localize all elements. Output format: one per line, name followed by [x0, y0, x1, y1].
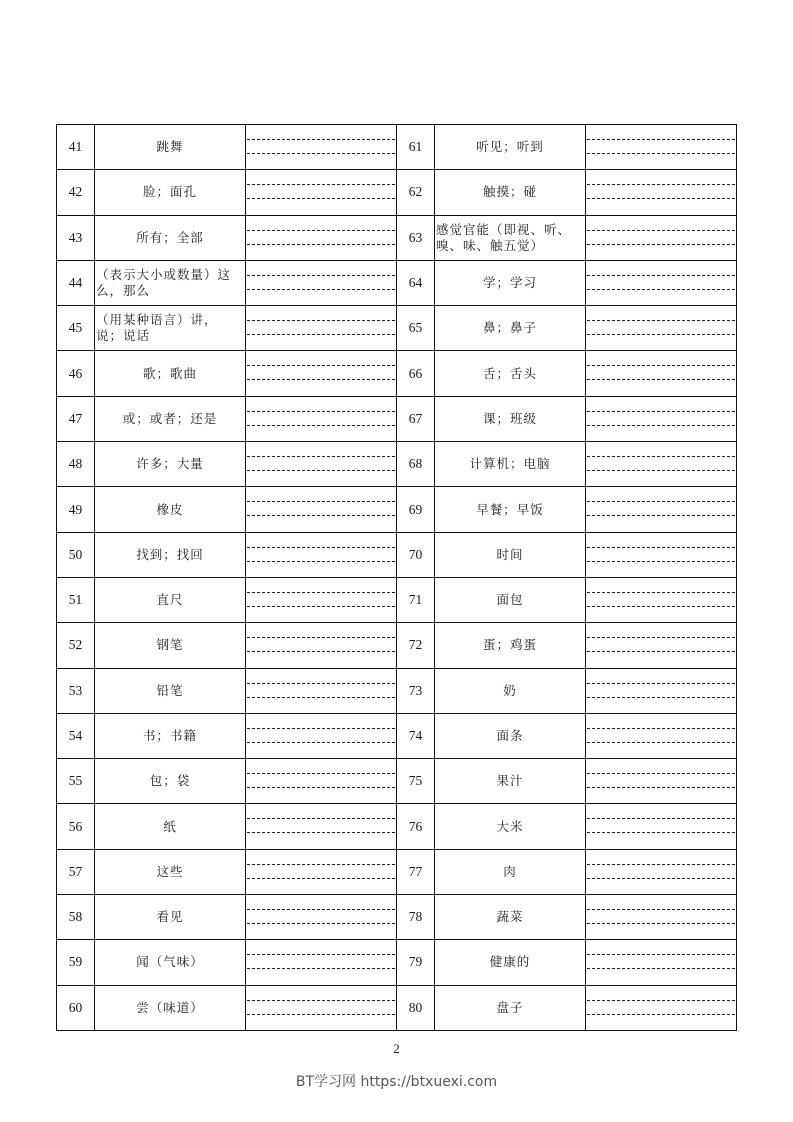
item-number: 62	[397, 170, 435, 215]
item-number: 78	[397, 895, 435, 940]
chinese-meaning: 鼻；鼻子	[435, 306, 586, 351]
writing-line	[587, 425, 735, 426]
answer-blank[interactable]	[586, 985, 737, 1030]
table-row	[57, 668, 737, 713]
item-number: 73	[397, 668, 435, 713]
answer-blank[interactable]	[586, 532, 737, 577]
table-row	[57, 351, 737, 396]
writing-line	[247, 1014, 395, 1015]
writing-line	[247, 139, 395, 140]
vocabulary-table-body	[57, 125, 737, 1031]
writing-line	[247, 909, 395, 910]
table-row	[57, 487, 737, 532]
chinese-meaning: 蛋；鸡蛋	[435, 623, 586, 668]
item-number: 53	[57, 668, 95, 713]
writing-line	[587, 742, 735, 743]
writing-line	[247, 411, 395, 412]
writing-line	[247, 230, 395, 231]
chinese-meaning: （用某种语言）讲，说；说话	[95, 306, 246, 351]
writing-line	[587, 365, 735, 366]
chinese-meaning: 尝（味道）	[95, 985, 246, 1030]
writing-line	[247, 515, 395, 516]
chinese-meaning: 跳舞	[95, 125, 246, 170]
chinese-meaning: 听见；听到	[435, 125, 586, 170]
answer-blank[interactable]	[586, 577, 737, 622]
answer-blank[interactable]	[246, 396, 397, 441]
table-row	[57, 759, 737, 804]
item-number: 67	[397, 396, 435, 441]
item-number: 44	[57, 260, 95, 305]
item-number: 49	[57, 487, 95, 532]
writing-line	[247, 742, 395, 743]
item-number: 75	[397, 759, 435, 804]
chinese-meaning: 计算机；电脑	[435, 442, 586, 487]
item-number: 52	[57, 623, 95, 668]
chinese-meaning: 奶	[435, 668, 586, 713]
chinese-meaning: 面条	[435, 713, 586, 758]
answer-blank[interactable]	[586, 396, 737, 441]
item-number: 74	[397, 713, 435, 758]
chinese-meaning: 这些	[95, 849, 246, 894]
writing-line	[587, 832, 735, 833]
writing-line	[587, 561, 735, 562]
writing-line	[587, 515, 735, 516]
answer-blank[interactable]	[246, 577, 397, 622]
answer-blank[interactable]	[586, 668, 737, 713]
item-number: 57	[57, 849, 95, 894]
answer-blank[interactable]	[246, 623, 397, 668]
writing-line	[247, 728, 395, 729]
writing-line	[587, 728, 735, 729]
writing-line	[247, 456, 395, 457]
table-row	[57, 306, 737, 351]
writing-line	[587, 697, 735, 698]
item-number: 65	[397, 306, 435, 351]
chinese-meaning: 触摸；碰	[435, 170, 586, 215]
item-number: 51	[57, 577, 95, 622]
chinese-meaning: 找到；找回	[95, 532, 246, 577]
item-number: 76	[397, 804, 435, 849]
table-row	[57, 895, 737, 940]
writing-line	[587, 787, 735, 788]
table-row	[57, 396, 737, 441]
chinese-meaning: 包；袋	[95, 759, 246, 804]
writing-line	[587, 456, 735, 457]
answer-blank[interactable]	[246, 940, 397, 985]
writing-line	[587, 818, 735, 819]
item-number: 45	[57, 306, 95, 351]
table-row	[57, 125, 737, 170]
chinese-meaning: 盘子	[435, 985, 586, 1030]
writing-line	[587, 501, 735, 502]
chinese-meaning: 闻（气味）	[95, 940, 246, 985]
item-number: 54	[57, 713, 95, 758]
item-number: 63	[397, 215, 435, 260]
writing-line	[247, 184, 395, 185]
writing-line	[247, 153, 395, 154]
answer-blank[interactable]	[586, 804, 737, 849]
writing-line	[247, 379, 395, 380]
answer-blank[interactable]	[586, 940, 737, 985]
writing-line	[587, 139, 735, 140]
answer-blank[interactable]	[586, 125, 737, 170]
writing-line	[587, 184, 735, 185]
writing-line	[247, 683, 395, 684]
writing-line	[247, 832, 395, 833]
chinese-meaning: 橡皮	[95, 487, 246, 532]
page-number: 2	[393, 1041, 400, 1056]
item-number: 68	[397, 442, 435, 487]
writing-line	[247, 470, 395, 471]
writing-line	[587, 244, 735, 245]
answer-blank[interactable]	[586, 487, 737, 532]
writing-line	[247, 954, 395, 955]
writing-line	[587, 909, 735, 910]
item-number: 41	[57, 125, 95, 170]
chinese-meaning: 看见	[95, 895, 246, 940]
answer-blank[interactable]	[586, 759, 737, 804]
answer-blank[interactable]	[586, 306, 737, 351]
writing-line	[247, 637, 395, 638]
writing-line	[247, 592, 395, 593]
item-number: 46	[57, 351, 95, 396]
writing-line	[247, 651, 395, 652]
chinese-meaning: 舌；舌头	[435, 351, 586, 396]
writing-line	[247, 425, 395, 426]
item-number: 48	[57, 442, 95, 487]
answer-blank[interactable]	[586, 849, 737, 894]
answer-blank[interactable]	[246, 713, 397, 758]
item-number: 47	[57, 396, 95, 441]
chinese-meaning: 书；书籍	[95, 713, 246, 758]
chinese-meaning: 钢笔	[95, 623, 246, 668]
item-number: 71	[397, 577, 435, 622]
item-number: 50	[57, 532, 95, 577]
chinese-meaning: 肉	[435, 849, 586, 894]
writing-line	[247, 198, 395, 199]
writing-line	[247, 606, 395, 607]
writing-line	[247, 244, 395, 245]
answer-blank[interactable]	[586, 351, 737, 396]
table-row	[57, 713, 737, 758]
writing-line	[587, 651, 735, 652]
answer-blank[interactable]	[586, 215, 737, 260]
writing-line	[587, 683, 735, 684]
chinese-meaning: 面包	[435, 577, 586, 622]
answer-blank[interactable]	[246, 351, 397, 396]
writing-line	[587, 275, 735, 276]
answer-blank[interactable]	[246, 804, 397, 849]
item-number: 43	[57, 215, 95, 260]
writing-line	[247, 773, 395, 774]
writing-line	[247, 320, 395, 321]
table-row	[57, 170, 737, 215]
answer-blank[interactable]	[246, 442, 397, 487]
item-number: 79	[397, 940, 435, 985]
item-number: 80	[397, 985, 435, 1030]
answer-blank[interactable]	[246, 170, 397, 215]
table-row	[57, 623, 737, 668]
chinese-meaning: 时间	[435, 532, 586, 577]
writing-line	[587, 923, 735, 924]
chinese-meaning: 脸；面孔	[95, 170, 246, 215]
writing-line	[587, 334, 735, 335]
chinese-meaning: 直尺	[95, 577, 246, 622]
answer-blank[interactable]	[586, 623, 737, 668]
table-row	[57, 849, 737, 894]
table-row	[57, 577, 737, 622]
item-number: 77	[397, 849, 435, 894]
table-row	[57, 985, 737, 1030]
chinese-meaning: 纸	[95, 804, 246, 849]
writing-line	[587, 878, 735, 879]
watermark: BT学习网 https://btxuexi.com	[295, 1074, 498, 1090]
writing-line	[247, 878, 395, 879]
writing-line	[587, 379, 735, 380]
answer-blank[interactable]	[246, 125, 397, 170]
writing-line	[587, 637, 735, 638]
table-row	[57, 215, 737, 260]
chinese-meaning: 感觉官能（即视、听、嗅、味、触五觉）	[435, 215, 586, 260]
chinese-meaning: 大米	[435, 804, 586, 849]
answer-blank[interactable]	[246, 532, 397, 577]
table-row	[57, 532, 737, 577]
answer-blank[interactable]	[586, 170, 737, 215]
writing-line	[247, 289, 395, 290]
writing-line	[587, 606, 735, 607]
answer-blank[interactable]	[586, 713, 737, 758]
writing-line	[247, 923, 395, 924]
answer-blank[interactable]	[246, 759, 397, 804]
chinese-meaning: 课；班级	[435, 396, 586, 441]
answer-blank[interactable]	[246, 668, 397, 713]
answer-blank[interactable]	[246, 215, 397, 260]
answer-blank[interactable]	[246, 260, 397, 305]
table-row	[57, 804, 737, 849]
writing-line	[587, 968, 735, 969]
answer-blank[interactable]	[246, 306, 397, 351]
chinese-meaning: 歌；歌曲	[95, 351, 246, 396]
writing-line	[587, 1000, 735, 1001]
writing-line	[587, 470, 735, 471]
chinese-meaning: 蔬菜	[435, 895, 586, 940]
item-number: 70	[397, 532, 435, 577]
table-row	[57, 260, 737, 305]
item-number: 61	[397, 125, 435, 170]
writing-line	[587, 153, 735, 154]
chinese-meaning: 早餐；早饭	[435, 487, 586, 532]
item-number: 72	[397, 623, 435, 668]
chinese-meaning: 或；或者；还是	[95, 396, 246, 441]
answer-blank[interactable]	[246, 487, 397, 532]
chinese-meaning: 健康的	[435, 940, 586, 985]
writing-line	[587, 320, 735, 321]
writing-line	[587, 592, 735, 593]
writing-line	[247, 787, 395, 788]
chinese-meaning: （表示大小或数量）这么，那么	[95, 260, 246, 305]
writing-line	[247, 1000, 395, 1001]
item-number: 42	[57, 170, 95, 215]
writing-line	[587, 1014, 735, 1015]
writing-line	[587, 864, 735, 865]
writing-line	[247, 864, 395, 865]
writing-line	[587, 547, 735, 548]
writing-line	[247, 334, 395, 335]
writing-line	[247, 275, 395, 276]
writing-line	[247, 818, 395, 819]
table-row	[57, 940, 737, 985]
writing-line	[587, 954, 735, 955]
writing-line	[587, 289, 735, 290]
item-number: 60	[57, 985, 95, 1030]
item-number: 69	[397, 487, 435, 532]
writing-line	[247, 547, 395, 548]
writing-line	[247, 501, 395, 502]
answer-blank[interactable]	[246, 849, 397, 894]
answer-blank[interactable]	[586, 895, 737, 940]
item-number: 58	[57, 895, 95, 940]
vocabulary-table	[56, 124, 737, 1031]
table-row	[57, 442, 737, 487]
writing-line	[247, 968, 395, 969]
writing-line	[247, 697, 395, 698]
item-number: 56	[57, 804, 95, 849]
answer-blank[interactable]	[586, 260, 737, 305]
writing-line	[587, 773, 735, 774]
writing-line	[587, 230, 735, 231]
chinese-meaning: 学；学习	[435, 260, 586, 305]
chinese-meaning: 所有；全部	[95, 215, 246, 260]
chinese-meaning: 许多；大量	[95, 442, 246, 487]
writing-line	[587, 411, 735, 412]
answer-blank[interactable]	[586, 442, 737, 487]
writing-line	[247, 365, 395, 366]
item-number: 64	[397, 260, 435, 305]
item-number: 55	[57, 759, 95, 804]
item-number: 59	[57, 940, 95, 985]
chinese-meaning: 果汁	[435, 759, 586, 804]
item-number: 66	[397, 351, 435, 396]
writing-line	[587, 198, 735, 199]
writing-line	[247, 561, 395, 562]
answer-blank[interactable]	[246, 895, 397, 940]
chinese-meaning: 铅笔	[95, 668, 246, 713]
answer-blank[interactable]	[246, 985, 397, 1030]
